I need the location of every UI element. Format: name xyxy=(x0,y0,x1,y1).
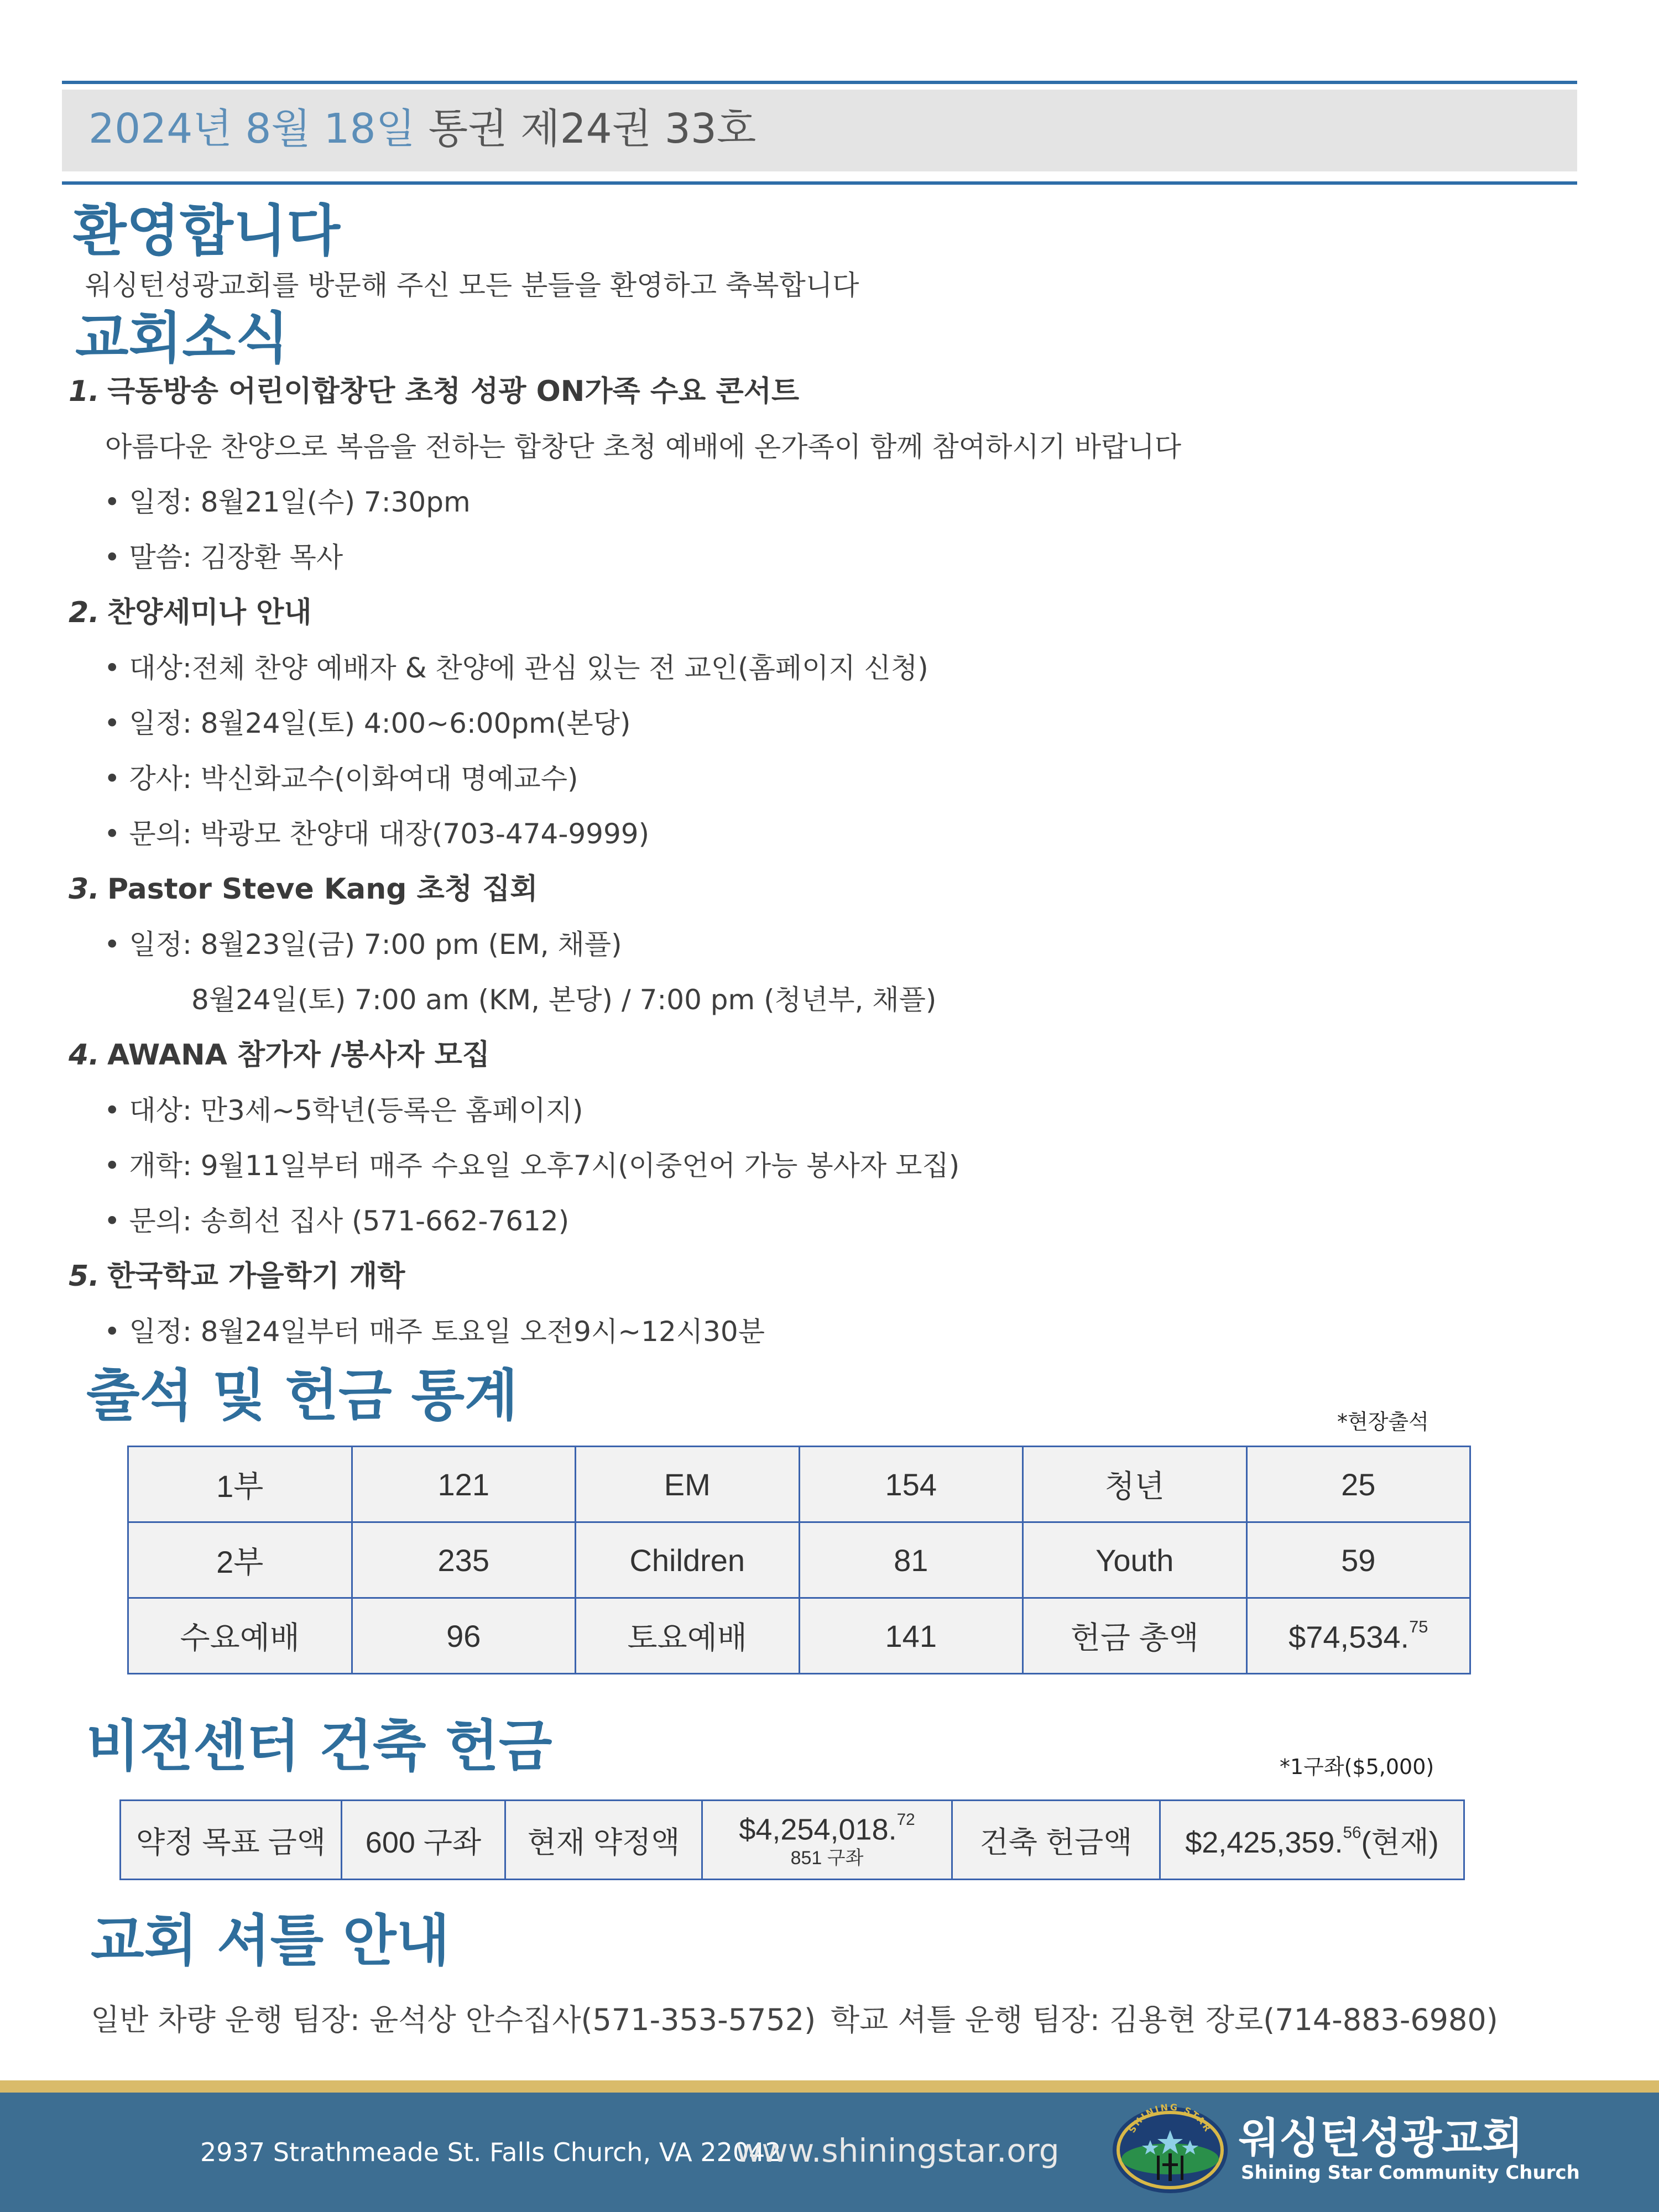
news-item-number: 4. xyxy=(69,1039,100,1072)
shuttle-title: 교회 셔틀 안내 xyxy=(91,1908,450,1973)
table-cell: 수요예배 xyxy=(128,1598,352,1674)
table-row xyxy=(128,1447,1470,1522)
table-cell: 235 xyxy=(352,1522,576,1598)
shuttle-general-contact: 일반 차량 운행 팀장: 윤석상 안수집사(571-353-5752) xyxy=(91,2002,816,2037)
pledge-amount-cell xyxy=(702,1801,952,1880)
news-item-title: 한국학교 가을학기 개학 xyxy=(107,1260,405,1293)
news-item-2-schedule: • 일정: 8월24일(토) 4:00~6:00pm(본당) xyxy=(104,707,631,739)
total-offering-cents: 75 xyxy=(1409,1616,1428,1636)
shuttle-school-contact: 학교 셔틀 운행 팀장: 김용현 장로(714-883-6980) xyxy=(831,2002,1498,2037)
table-cell: 121 xyxy=(352,1447,576,1522)
pledge-amount-cents: 72 xyxy=(896,1811,915,1829)
welcome-title: 환영합니다 xyxy=(73,199,340,263)
church-name-english: Shining Star Community Church xyxy=(1241,2162,1580,2184)
news-item-3-schedule: • 일정: 8월23일(금) 7:00 pm (EM, 채플) xyxy=(104,928,622,961)
news-item-1-heading xyxy=(69,374,799,409)
total-offering-amount: $74,534. xyxy=(1288,1619,1410,1655)
news-item-1-speaker: • 말씀: 김장환 목사 xyxy=(104,541,343,573)
news-item-title: 찬양세미나 안내 xyxy=(107,596,312,629)
table-cell: 59 xyxy=(1246,1522,1470,1598)
table-cell: 토요예배 xyxy=(576,1598,800,1674)
table-cell: 헌금 총액 xyxy=(1023,1598,1247,1674)
table-cell: 1부 xyxy=(128,1447,352,1522)
table-cell: 건축 헌금액 xyxy=(952,1801,1160,1880)
issue-volume: 통권 제24권 33호 xyxy=(428,105,757,153)
news-item-4-start: • 개학: 9월11일부터 매주 수요일 오후7시(이중언어 가능 봉사자 모집) xyxy=(104,1150,960,1182)
table-cell: 청년 xyxy=(1023,1447,1247,1522)
table-cell: 154 xyxy=(799,1447,1023,1522)
news-item-2-heading xyxy=(69,595,312,630)
church-logo-icon xyxy=(1110,2101,1230,2195)
news-item-1-description: 아름다운 찬양으로 복음을 전하는 합창단 초청 예배에 온가족이 함께 참여하시기 바랍니다 xyxy=(105,431,1182,463)
news-title: 교회소식 xyxy=(75,306,289,371)
building-table xyxy=(119,1799,1465,1880)
attendance-table xyxy=(127,1446,1471,1674)
header-top-rule xyxy=(62,81,1577,84)
news-item-2-lecturer: • 강사: 박신화교수(이화여대 명예교수) xyxy=(104,763,578,795)
footer-website-link[interactable]: www.shiningstar.org xyxy=(735,2132,1060,2169)
news-item-title: 극동방송 어린이합창단 초청 성광 ON가족 수요 콘서트 xyxy=(107,375,800,408)
total-offering-cell xyxy=(1246,1598,1470,1674)
news-item-4-audience: • 대상: 만3세~5학년(등록은 홈페이지) xyxy=(104,1094,583,1126)
pledge-units: 851 구좌 xyxy=(790,1847,864,1869)
building-title: 비전센터 건축 헌금 xyxy=(86,1714,552,1778)
fund-amount-cents: 56 xyxy=(1343,1823,1361,1841)
news-item-1-schedule: • 일정: 8월21일(수) 7:30pm xyxy=(104,486,471,518)
footer-address: 2937 Strathmeade St. Falls Church, VA 22042 xyxy=(200,2137,781,2167)
welcome-text: 워싱턴성광교회를 방문해 주신 모든 분들을 환영하고 축복합니다 xyxy=(85,269,859,301)
table-row xyxy=(128,1598,1470,1674)
table-row xyxy=(121,1801,1464,1880)
attendance-note: *현장출석 xyxy=(1337,1410,1429,1434)
news-item-5-heading xyxy=(69,1259,405,1294)
attendance-title: 출석 및 헌금 통계 xyxy=(86,1363,518,1428)
table-cell: 25 xyxy=(1246,1447,1470,1522)
fund-amount-suffix: (현재) xyxy=(1361,1825,1439,1859)
table-cell: Children xyxy=(576,1522,800,1598)
news-item-2-contact: • 문의: 박광모 찬양대 대장(703-474-9999) xyxy=(104,818,650,850)
table-cell: 약정 목표 금액 xyxy=(121,1801,342,1880)
church-name: 워싱턴성광교회 xyxy=(1239,2114,1523,2163)
building-note: *1구좌($5,000) xyxy=(1280,1755,1434,1779)
pledge-amount: $4,254,018. xyxy=(739,1813,897,1846)
news-item-number: 2. xyxy=(69,596,100,629)
table-cell: 141 xyxy=(799,1598,1023,1674)
table-cell: 현재 약정액 xyxy=(505,1801,702,1880)
news-item-title: AWANA 참가자 /봉사자 모집 xyxy=(107,1039,491,1072)
header-bottom-rule xyxy=(62,181,1577,185)
news-item-4-contact: • 문의: 송희선 집사 (571-662-7612) xyxy=(104,1205,570,1237)
news-item-title: Pastor Steve Kang 초청 집회 xyxy=(107,873,538,906)
fund-amount: $2,425,359. xyxy=(1185,1825,1343,1859)
news-item-number: 5. xyxy=(69,1260,100,1293)
news-item-2-audience: • 대상:전체 찬양 예배자 & 찬양에 관심 있는 전 교인(홈페이지 신청) xyxy=(104,652,928,684)
table-row xyxy=(128,1522,1470,1598)
news-item-number: 3. xyxy=(69,873,100,906)
table-cell: 81 xyxy=(799,1522,1023,1598)
logo-arc-text: SHINING STAR xyxy=(1126,2101,1214,2135)
news-item-3-heading xyxy=(69,872,538,907)
news-item-3-schedule-cont: 8월24일(토) 7:00 am (KM, 본당) / 7:00 pm (청년부, 채플) xyxy=(191,984,937,1016)
fund-amount-cell xyxy=(1160,1801,1464,1880)
table-cell: Youth xyxy=(1023,1522,1247,1598)
news-item-4-heading xyxy=(69,1037,490,1073)
news-item-number: 1. xyxy=(69,375,100,408)
table-cell: EM xyxy=(576,1447,800,1522)
footer-gold-stripe xyxy=(0,2080,1659,2093)
table-cell: 96 xyxy=(352,1598,576,1674)
issue-line xyxy=(88,98,756,159)
news-item-5-schedule: • 일정: 8월24일부터 매주 토요일 오전9시~12시30분 xyxy=(104,1316,765,1348)
table-cell: 600 구좌 xyxy=(342,1801,505,1880)
issue-date: 2024년 8월 18일 xyxy=(88,105,416,153)
table-cell: 2부 xyxy=(128,1522,352,1598)
